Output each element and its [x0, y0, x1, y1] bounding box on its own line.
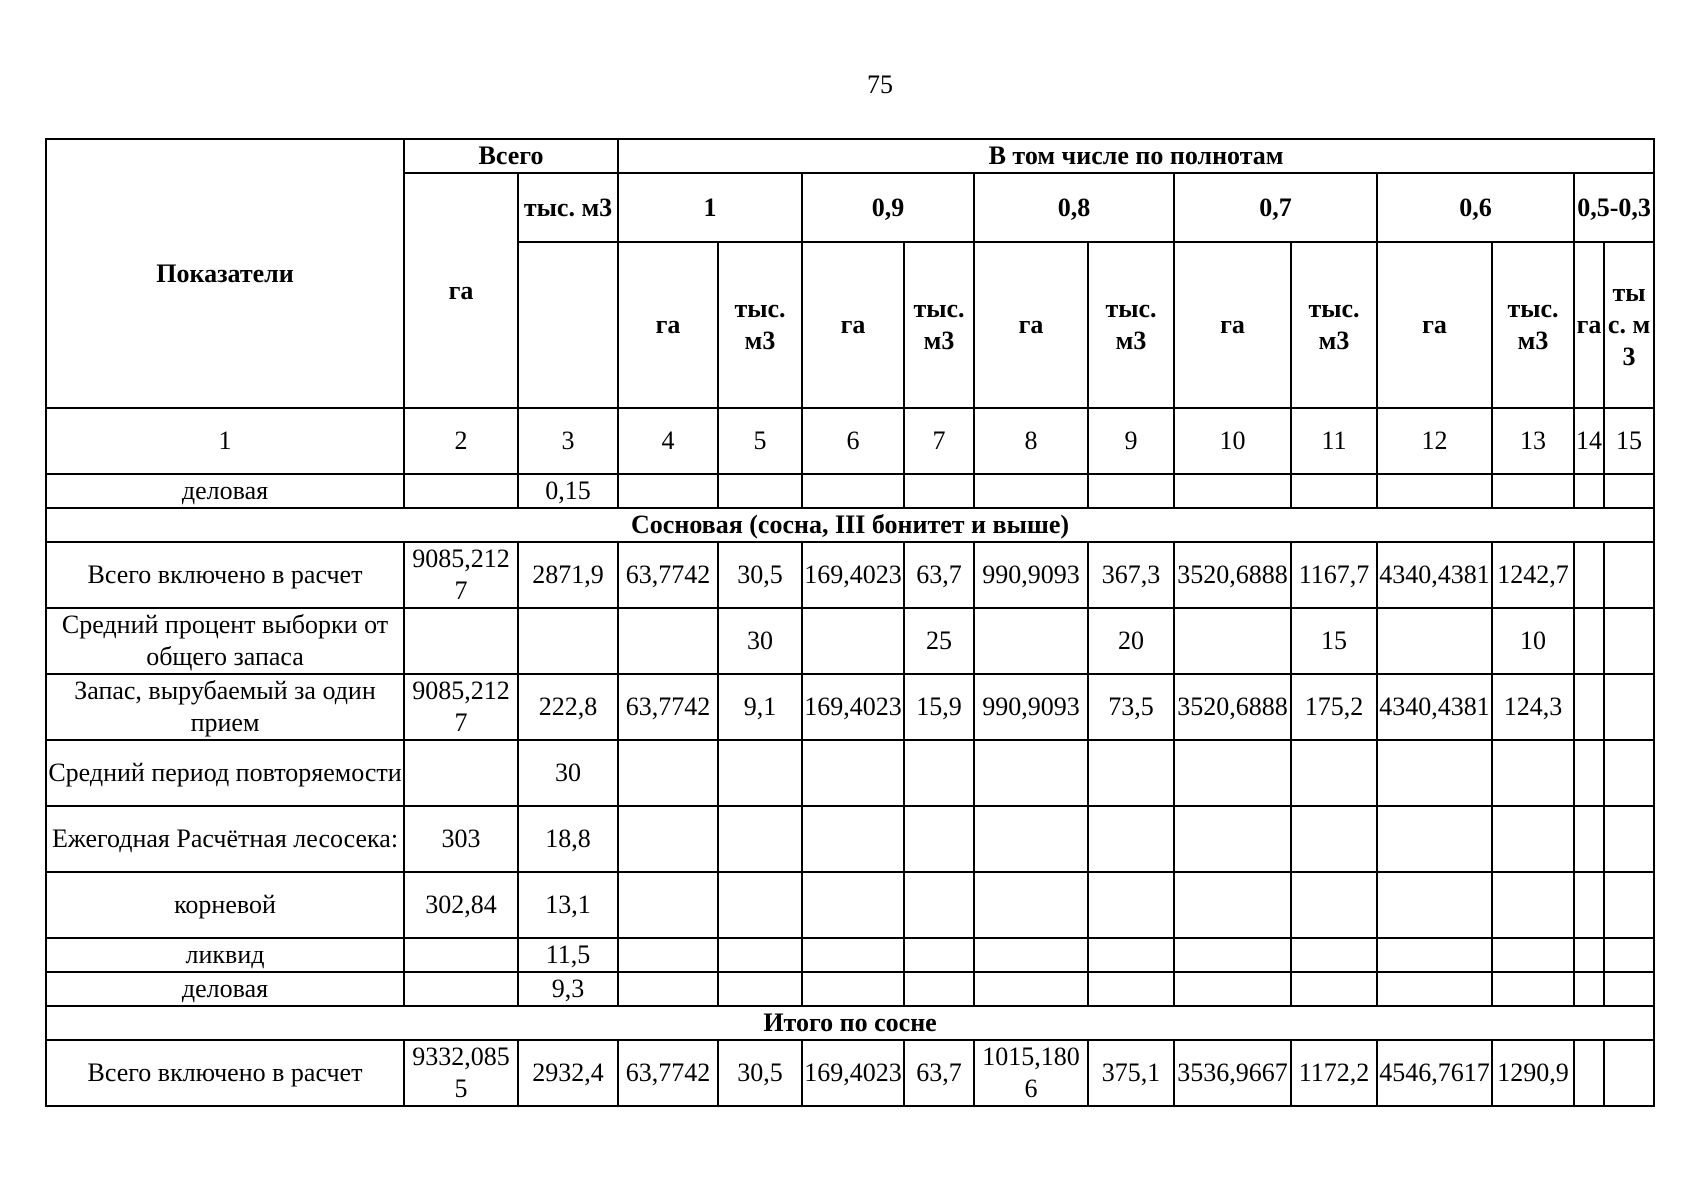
header-density-07: 0,7 — [1174, 173, 1377, 242]
table-cell: 63,7742 — [618, 674, 718, 740]
table-cell: 63,7742 — [618, 542, 718, 608]
header-density-06: 0,6 — [1377, 173, 1574, 242]
subheader-m3: тыс. м3 — [1604, 242, 1654, 408]
col-number: 15 — [1604, 408, 1654, 474]
table-cell — [1088, 872, 1174, 938]
col-number: 1 — [46, 408, 404, 474]
table-cell: 4546,7617 — [1377, 1040, 1492, 1106]
table-row — [46, 1040, 1654, 1106]
row-label: деловая — [46, 474, 404, 508]
table-cell — [404, 972, 518, 1006]
table-cell — [974, 872, 1088, 938]
table-cell — [1174, 806, 1291, 872]
table-cell — [904, 740, 974, 806]
subheader-m3: тыс. м3 — [718, 242, 802, 408]
col-number: 11 — [1291, 408, 1377, 474]
table-cell — [1291, 938, 1377, 972]
table-cell: 4340,4381 — [1377, 542, 1492, 608]
col-number: 9 — [1088, 408, 1174, 474]
table-cell — [802, 806, 904, 872]
table-cell — [802, 474, 904, 508]
subheader-ha: га — [974, 242, 1088, 408]
subheader-ha: га — [1574, 242, 1604, 408]
table-cell — [802, 740, 904, 806]
table-cell — [1377, 872, 1492, 938]
table-cell — [1377, 938, 1492, 972]
table-cell — [1174, 972, 1291, 1006]
table-cell — [1604, 740, 1654, 806]
row-label: Всего включено в расчет — [46, 542, 404, 608]
table-cell — [1377, 806, 1492, 872]
table-cell: 2932,4 — [518, 1040, 618, 1106]
table-cell — [974, 972, 1088, 1006]
row-label: корневой — [46, 872, 404, 938]
table-cell — [618, 740, 718, 806]
table-cell: 15,9 — [904, 674, 974, 740]
table-cell — [802, 608, 904, 674]
table-cell — [904, 474, 974, 508]
table-cell — [1492, 740, 1574, 806]
table-cell: 124,3 — [1492, 674, 1574, 740]
table-cell: 18,8 — [518, 806, 618, 872]
header-by-density: В том числе по полнотам — [618, 139, 1654, 173]
table-cell: 10 — [1492, 608, 1574, 674]
rows-pine — [46, 542, 1654, 1006]
table-cell — [1492, 474, 1574, 508]
table-cell — [1604, 542, 1654, 608]
col-number: 12 — [1377, 408, 1492, 474]
table-cell: 169,4023 — [802, 674, 904, 740]
table-cell — [1291, 972, 1377, 1006]
table-cell: 30 — [518, 740, 618, 806]
header-total-ha: га — [404, 173, 518, 408]
col-number: 6 — [802, 408, 904, 474]
table-cell — [1088, 740, 1174, 806]
table-cell — [1174, 938, 1291, 972]
table-cell — [1377, 474, 1492, 508]
table-row — [46, 872, 1654, 938]
table-cell — [1377, 740, 1492, 806]
table-cell: 11,5 — [518, 938, 618, 972]
table-cell: 175,2 — [1291, 674, 1377, 740]
table-row — [46, 806, 1654, 872]
table-cell: 30,5 — [718, 1040, 802, 1106]
table-cell — [1604, 972, 1654, 1006]
table-cell — [1492, 938, 1574, 972]
table-cell — [1574, 542, 1604, 608]
table-cell — [618, 938, 718, 972]
table-cell: 222,8 — [518, 674, 618, 740]
subheader-ha: га — [1174, 242, 1291, 408]
table-cell: 169,4023 — [802, 1040, 904, 1106]
table-cell — [974, 474, 1088, 508]
table-cell — [1574, 740, 1604, 806]
table-cell — [404, 938, 518, 972]
col-number: 10 — [1174, 408, 1291, 474]
row-label: Средний период повторяемости — [46, 740, 404, 806]
table-row — [46, 674, 1654, 740]
table-cell — [1291, 474, 1377, 508]
table-cell — [974, 740, 1088, 806]
header-density-05-03: 0,5-0,3 — [1574, 173, 1654, 242]
table-cell: 169,4023 — [802, 542, 904, 608]
table-cell — [1088, 474, 1174, 508]
table-cell: 9,1 — [718, 674, 802, 740]
table-cell: 1167,7 — [1291, 542, 1377, 608]
header-total-m3: тыс. м3 — [518, 173, 618, 242]
table-row — [46, 474, 1654, 508]
subheader-ha: га — [802, 242, 904, 408]
col-number: 2 — [404, 408, 518, 474]
table-cell: 63,7 — [904, 542, 974, 608]
table-cell — [1574, 938, 1604, 972]
table-cell — [1088, 938, 1174, 972]
table-cell — [1174, 608, 1291, 674]
table-cell — [1377, 608, 1492, 674]
table-cell: 73,5 — [1088, 674, 1174, 740]
col-number: 13 — [1492, 408, 1574, 474]
subheader-m3: тыс. м3 — [1088, 242, 1174, 408]
table-cell: 367,3 — [1088, 542, 1174, 608]
table-cell — [718, 806, 802, 872]
row-label: Ежегодная Расчётная лесосека: — [46, 806, 404, 872]
table-cell — [1174, 740, 1291, 806]
page-number: 75 — [867, 70, 893, 99]
table-cell — [718, 872, 802, 938]
table-cell — [718, 740, 802, 806]
rows-top — [46, 474, 1654, 508]
table-cell: 990,9093 — [974, 674, 1088, 740]
table-cell: 1172,2 — [1291, 1040, 1377, 1106]
col-number: 14 — [1574, 408, 1604, 474]
table-cell: 0,15 — [518, 474, 618, 508]
table-cell: 990,9093 — [974, 542, 1088, 608]
table-cell: 2871,9 — [518, 542, 618, 608]
table-cell — [802, 938, 904, 972]
table-cell — [1604, 806, 1654, 872]
table-cell — [904, 872, 974, 938]
table-cell — [1291, 740, 1377, 806]
table-cell — [1377, 972, 1492, 1006]
subheader-ha: га — [618, 242, 718, 408]
table-cell — [1604, 1040, 1654, 1106]
table-cell — [618, 608, 718, 674]
row-label: Запас, вырубаемый за один прием — [46, 674, 404, 740]
col-number: 4 — [618, 408, 718, 474]
table-cell: 1015,1806 — [974, 1040, 1088, 1106]
header-indicators: Показатели — [46, 139, 404, 408]
table-cell: 1290,9 — [1492, 1040, 1574, 1106]
table-cell — [618, 872, 718, 938]
table-cell: 3520,6888 — [1174, 542, 1291, 608]
table-cell — [618, 474, 718, 508]
table-cell: 302,84 — [404, 872, 518, 938]
table-cell: 63,7742 — [618, 1040, 718, 1106]
table-cell — [1574, 872, 1604, 938]
table-cell — [1574, 474, 1604, 508]
table-cell — [1604, 474, 1654, 508]
col-number: 5 — [718, 408, 802, 474]
table-cell — [974, 806, 1088, 872]
table-cell: 30 — [718, 608, 802, 674]
table-cell — [904, 806, 974, 872]
table-cell — [1088, 972, 1174, 1006]
table-cell — [518, 608, 618, 674]
table-cell: 13,1 — [518, 872, 618, 938]
col-number: 3 — [518, 408, 618, 474]
table-cell: 9,3 — [518, 972, 618, 1006]
table-cell: 3536,9667 — [1174, 1040, 1291, 1106]
column-numbers-row — [46, 408, 1654, 474]
row-label: ликвид — [46, 938, 404, 972]
table-cell — [1174, 872, 1291, 938]
header-total: Всего — [404, 139, 618, 173]
subheader-ha: га — [1377, 242, 1492, 408]
table-cell — [1492, 972, 1574, 1006]
table-cell — [904, 972, 974, 1006]
table-cell — [718, 972, 802, 1006]
row-label: деловая — [46, 972, 404, 1006]
table-cell — [1604, 872, 1654, 938]
table-cell: 9085,2127 — [404, 674, 518, 740]
header-density-09: 0,9 — [802, 173, 974, 242]
table-cell — [1574, 1040, 1604, 1106]
forest-table — [45, 138, 1655, 1107]
table-cell — [1574, 674, 1604, 740]
table-row — [46, 972, 1654, 1006]
table-row — [46, 938, 1654, 972]
subheader-m3: тыс. м3 — [904, 242, 974, 408]
table-cell — [404, 608, 518, 674]
table-cell: 25 — [904, 608, 974, 674]
table-cell: 15 — [1291, 608, 1377, 674]
subheader-m3: тыс. м3 — [1291, 242, 1377, 408]
table-cell: 1242,7 — [1492, 542, 1574, 608]
table-row — [46, 542, 1654, 608]
table-cell — [1492, 806, 1574, 872]
row-label: Всего включено в расчет — [46, 1040, 404, 1106]
table-cell — [1088, 806, 1174, 872]
col-number: 8 — [974, 408, 1088, 474]
table-cell — [404, 740, 518, 806]
table-cell — [974, 938, 1088, 972]
table-cell — [1604, 674, 1654, 740]
table-cell — [802, 872, 904, 938]
table-cell — [802, 972, 904, 1006]
table-cell: 375,1 — [1088, 1040, 1174, 1106]
table-cell: 3520,6888 — [1174, 674, 1291, 740]
table-cell — [1604, 938, 1654, 972]
row-label: Средний процент выборки от общего запаса — [46, 608, 404, 674]
table-cell: 20 — [1088, 608, 1174, 674]
table-cell: 63,7 — [904, 1040, 974, 1106]
table-cell — [1174, 474, 1291, 508]
header-empty — [518, 242, 618, 408]
header-density-08: 0,8 — [974, 173, 1174, 242]
table-cell: 4340,4381 — [1377, 674, 1492, 740]
table-cell — [718, 474, 802, 508]
table-cell — [1492, 872, 1574, 938]
table-cell: 9332,0855 — [404, 1040, 518, 1106]
header-density-1: 1 — [618, 173, 802, 242]
table-cell — [904, 938, 974, 972]
table-cell: 303 — [404, 806, 518, 872]
table-cell — [618, 972, 718, 1006]
table-cell: 9085,2127 — [404, 542, 518, 608]
table-cell — [1574, 608, 1604, 674]
table-cell — [1604, 608, 1654, 674]
table-cell — [618, 806, 718, 872]
table-row — [46, 740, 1654, 806]
section-total-pine: Итого по сосне — [46, 1006, 1654, 1040]
table-cell — [1291, 806, 1377, 872]
subheader-m3: тыс. м3 — [1492, 242, 1574, 408]
section-pine: Сосновая (сосна, III бонитет и выше) — [46, 508, 1654, 542]
table-row — [46, 608, 1654, 674]
table-cell: 30,5 — [718, 542, 802, 608]
table-cell — [718, 938, 802, 972]
table-cell — [404, 474, 518, 508]
col-number: 7 — [904, 408, 974, 474]
table-cell — [1574, 972, 1604, 1006]
rows-total — [46, 1040, 1654, 1106]
table-cell — [1574, 806, 1604, 872]
table-cell — [974, 608, 1088, 674]
table-cell — [1291, 872, 1377, 938]
